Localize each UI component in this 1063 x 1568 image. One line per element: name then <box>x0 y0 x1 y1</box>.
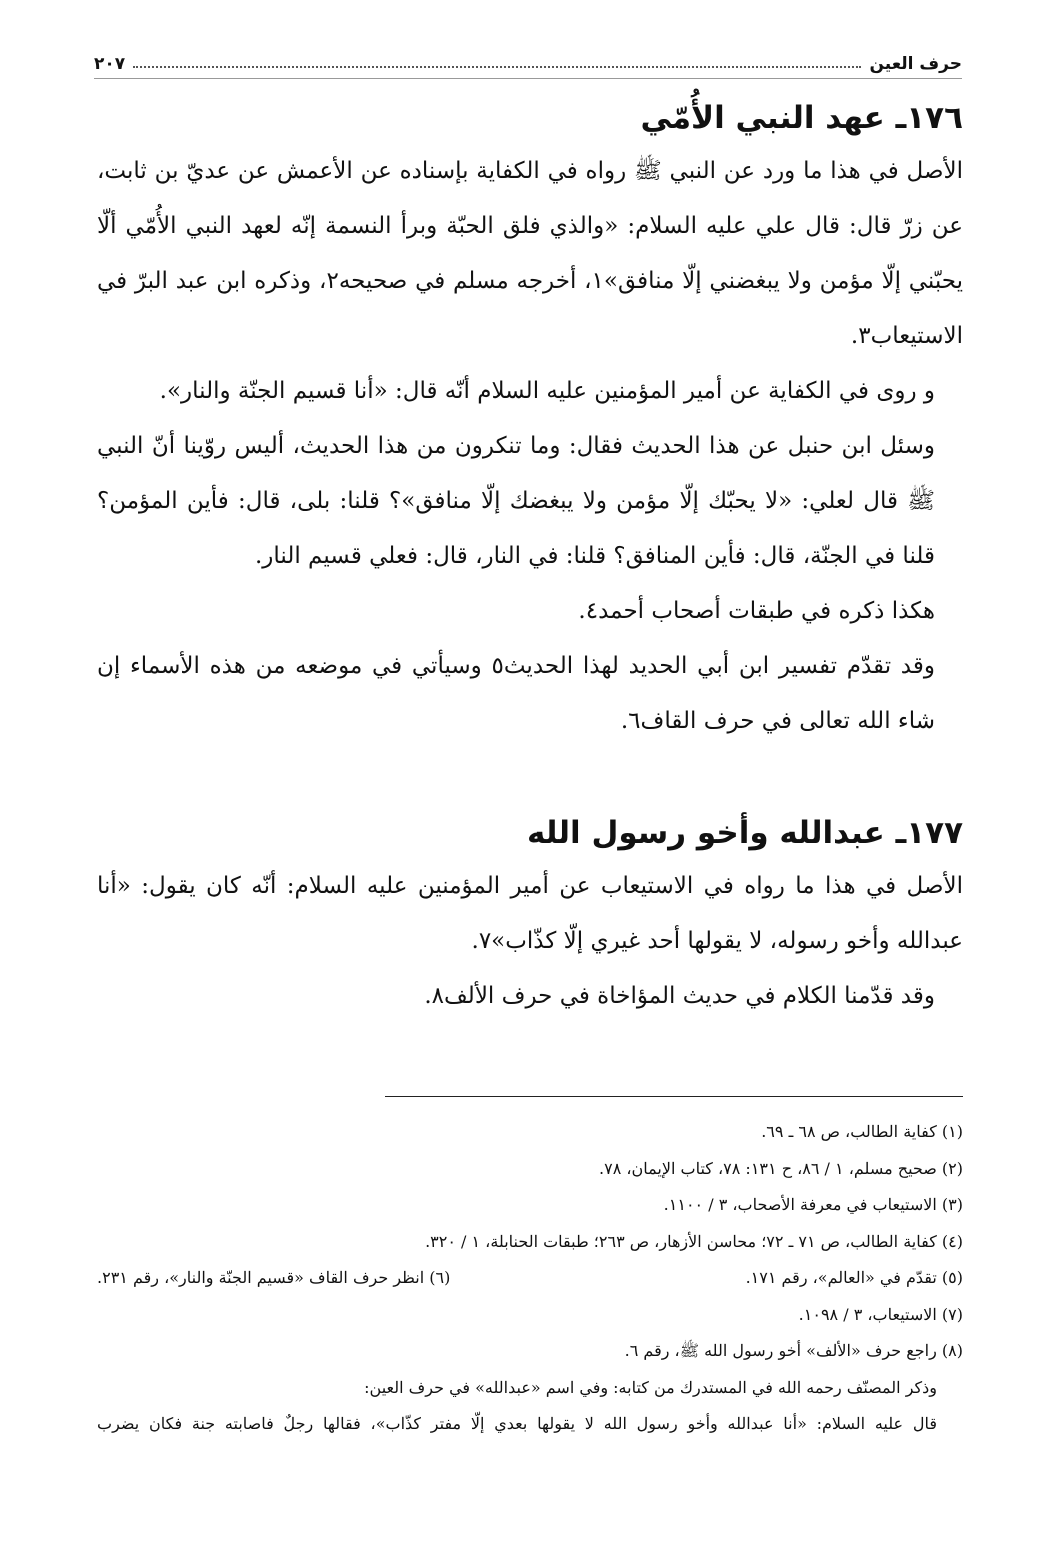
footnote-pair <box>97 1260 963 1297</box>
footnote-6: (٦) انظر حرف القاف «قسيم الجنّة والنار»، رقم ٢٣١. <box>97 1268 451 1287</box>
running-head-section: حرف العين <box>869 54 962 74</box>
footnote-7: (٧) الاستيعاب، ٣ / ١٠٩٨. <box>798 1304 963 1324</box>
paragraph: وسئل ابن حنبل عن هذا الحديث فقال: وما تنكرون من هذا الحديث، أليس روّينا أنّ النبي ﷺ قال لعلي: «لا يحبّك إلّا مؤمن ولا يبغضك إلّا منافق»؟ قلنا: بلى، قال: فأين المؤمن؟ قلنا في الجنّة، قال: فأين المنافق؟ قلنا: في النار، قال: فعلي قسيم النار. <box>97 433 935 569</box>
footnotes <box>97 1114 963 1443</box>
entry-heading-176: ١٧٦ـ عهد النبي الأُمّي <box>640 100 963 136</box>
paragraph: الأصل في هذا ما ورد عن النبي ﷺ رواه في الكفاية بإسناده عن الأعمش عن عديّ بن ثابت، عن زرّ قال: قال علي عليه السلام: «والذي فلق الحبّة وبرأ النسمة إنّه لعهد النبي الأُمّي ألّا يحبّني إلّا مؤمن ولا يبغضني إلّا منافق»١، أخرجه مسلم في صحيحه٢، وذكره ابن عبد البرّ في الاستيعاب٣. <box>97 158 964 349</box>
footnote-1: (١) كفاية الطالب، ص ٦٨ ـ ٦٩. <box>761 1122 963 1141</box>
paragraph: وقد تقدّم تفسير ابن أبي الحديد لهذا الحديث٥ وسيأتي في موضعه من هذه الأسماء إن شاء الله تعالى في حرف القاف٦. <box>97 653 935 734</box>
paragraph: الأصل في هذا ما رواه في الاستيعاب عن أمير المؤمنين عليه السلام: أنّه كان يقول: «أنا عبدالله وأخو رسوله، لا يقولها أحد غيري إلّا كذّاب»٧. <box>97 873 963 954</box>
footnote-3: (٣) الاستيعاب في معرفة الأصحاب، ٣ / ١١٠٠. <box>663 1195 963 1214</box>
paragraph: و روى في الكفاية عن أمير المؤمنين عليه السلام أنّه قال: «أنا قسيم الجنّة والنار». <box>159 378 935 404</box>
footnote-divider <box>385 1096 963 1097</box>
page-number: ٢٠٧ <box>94 54 126 74</box>
footnote-2: (٢) صحيح مسلم، ١ / ٨٦، ح ١٣١: ٧٨، كتاب الإيمان، ٧٨. <box>599 1158 963 1178</box>
running-head <box>94 38 962 79</box>
entry-heading-177: ١٧٧ـ عبدالله وأخو رسول الله <box>526 815 963 851</box>
footnote-8-continuation: وذكر المصنّف رحمه الله في المستدرك من كتابه: وفي اسم «عبدالله» في حرف العين: <box>364 1377 937 1397</box>
main-text <box>97 100 963 1024</box>
footnote-8: (٨) راجع حرف «الألف» أخو رسول الله ﷺ، رقم ٦. <box>624 1341 963 1360</box>
paragraph: وقد قدّمنا الكلام في حديث المؤاخاة في حرف الألف٨. <box>424 983 935 1009</box>
section-gap <box>97 749 963 815</box>
footnote-8-continuation: قال عليه السلام: «أنا عبدالله وأخو رسول الله لا يقولها بعدي إلّا مفتر كذّاب»، فقالها رجلٌ فاصابته جنة فكان يضرب <box>97 1414 937 1433</box>
running-head-dots <box>133 66 861 68</box>
footnote-5: (٥) تقدّم في «العالم»، رقم ١٧١. <box>745 1268 963 1287</box>
footnote-4: (٤) كفاية الطالب، ص ٧١ ـ ٧٢؛ محاسن الأزهار، ص ٢٦٣؛ طبقات الحنابلة، ١ / ٣٢٠. <box>425 1231 963 1251</box>
paragraph: هكذا ذكره في طبقات أصحاب أحمد٤. <box>578 598 935 624</box>
